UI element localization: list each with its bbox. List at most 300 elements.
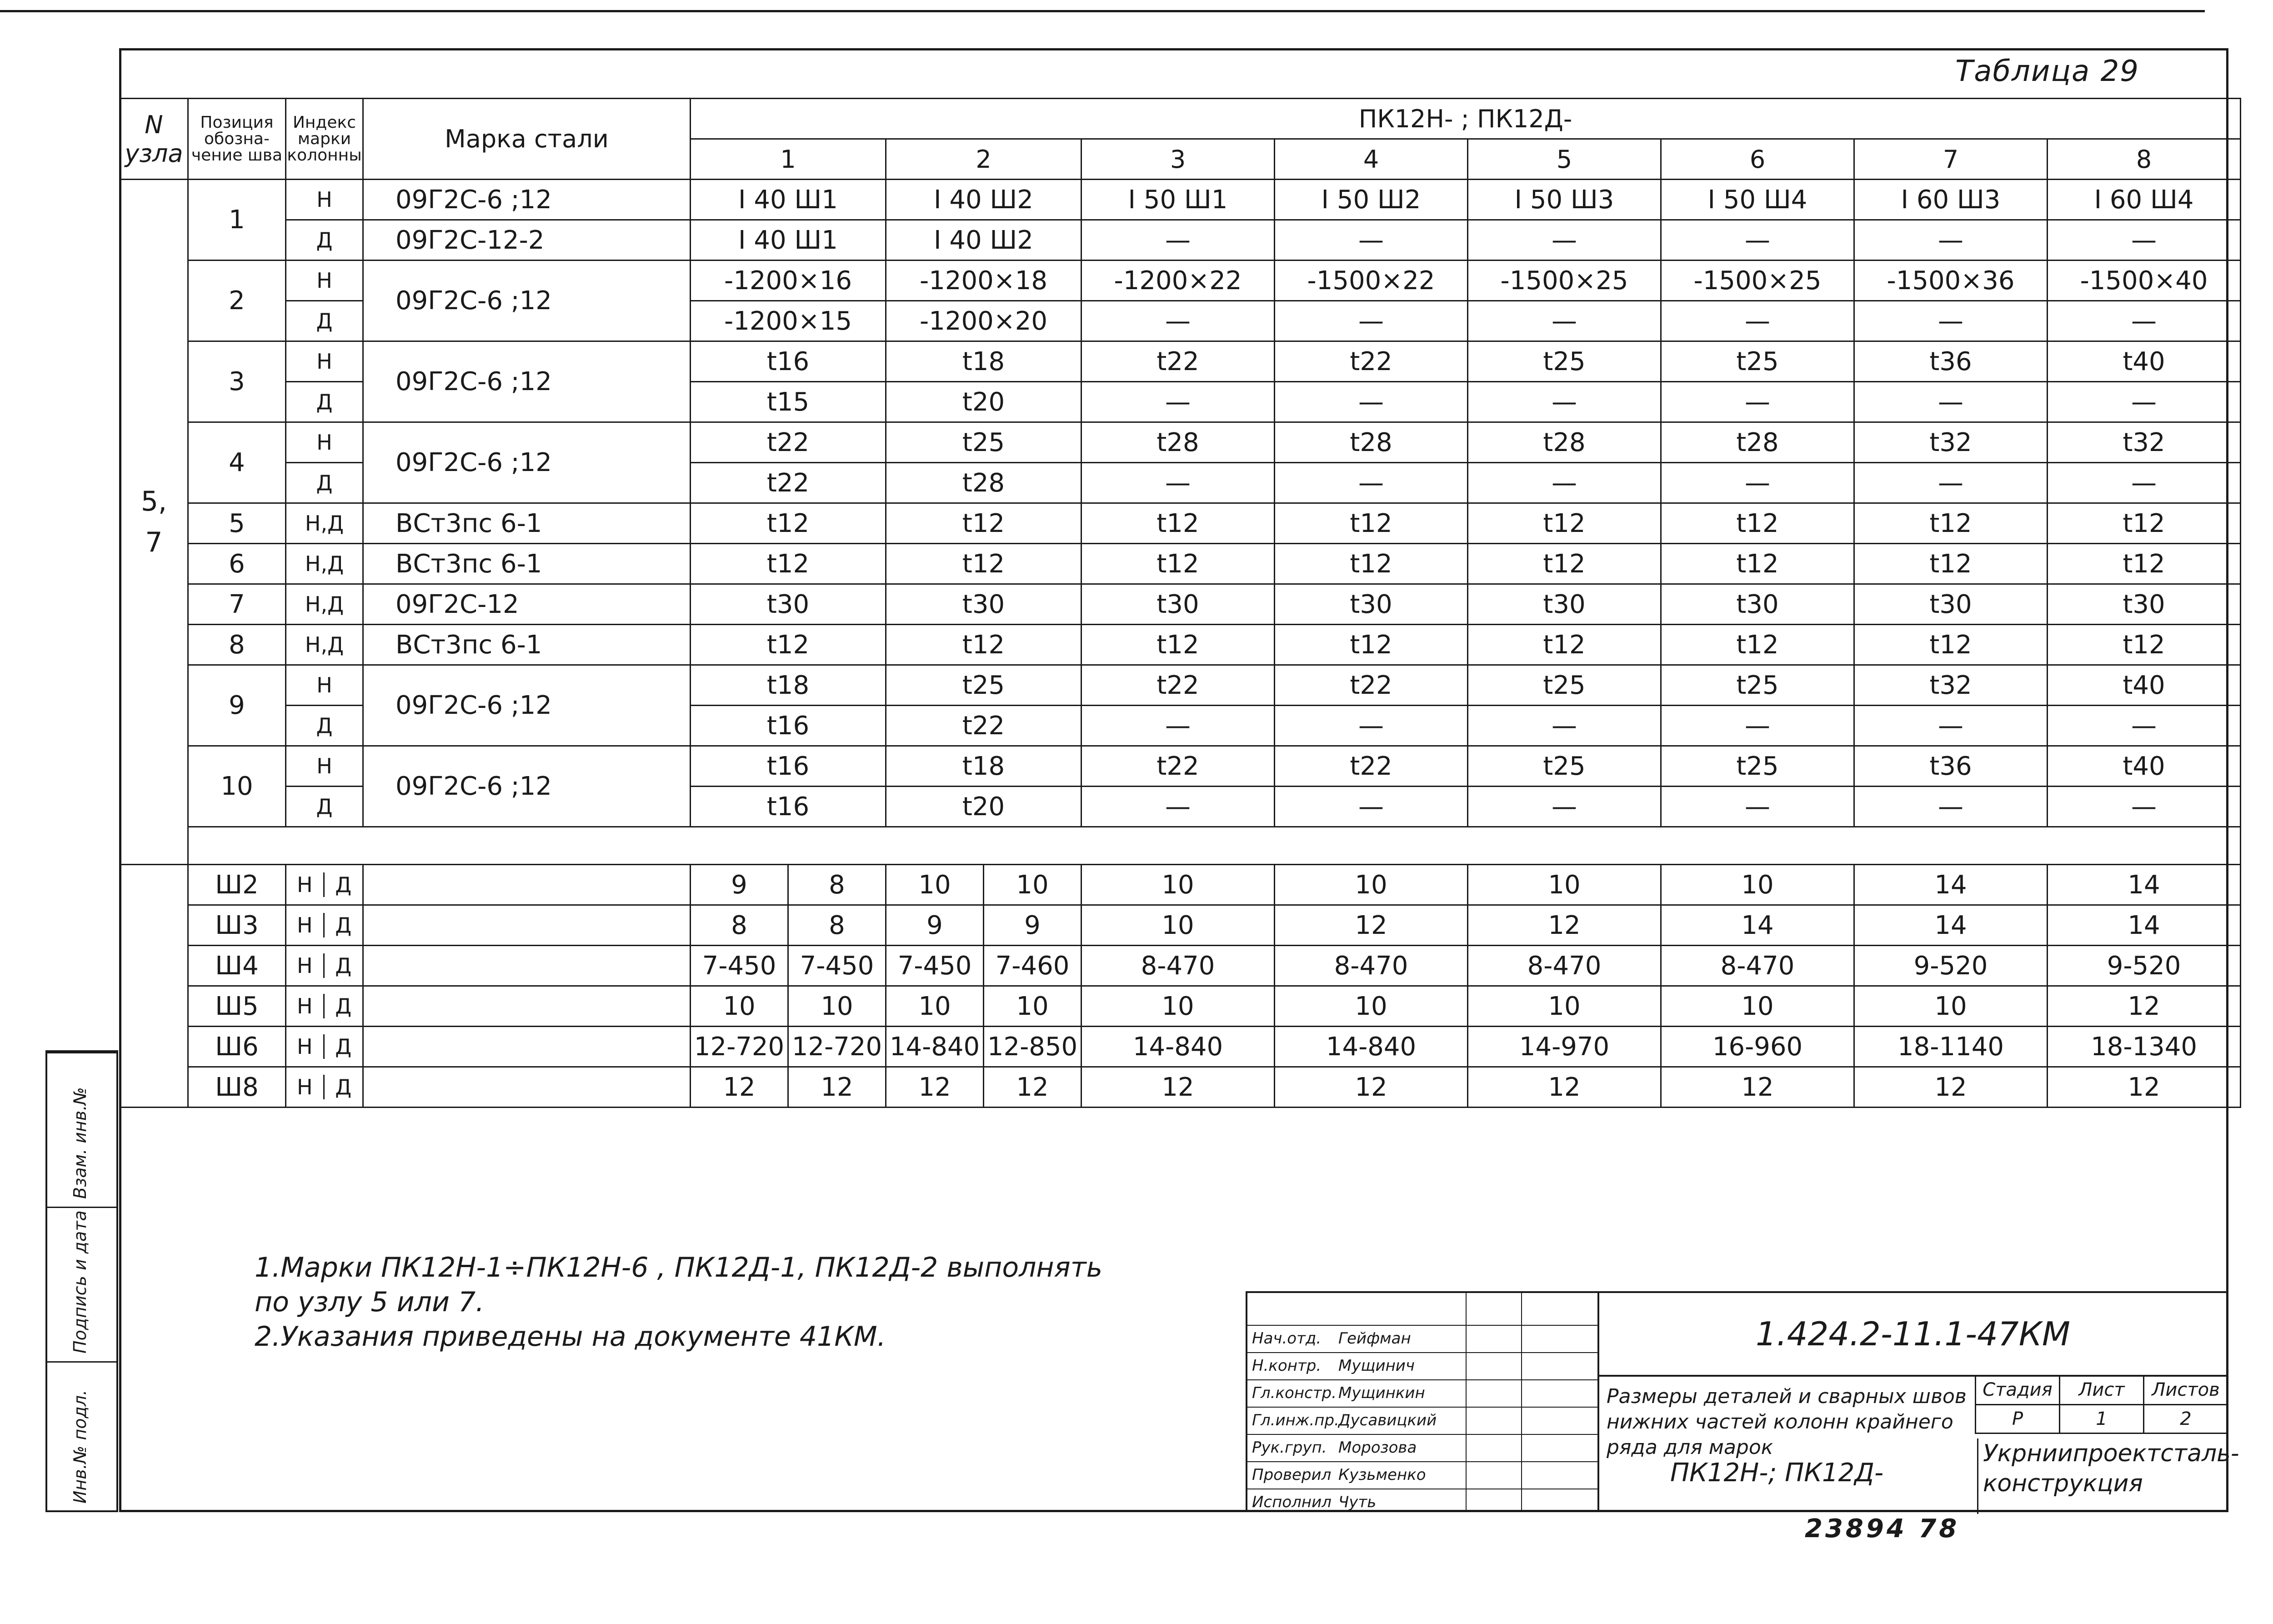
weld-index-d: Д	[335, 872, 352, 897]
weld-value-cell: 12	[886, 1067, 984, 1108]
signature-table	[1247, 1293, 1599, 1510]
value-cell: —	[1854, 301, 2048, 341]
value-cell: t12	[1275, 503, 1468, 544]
value-cell: I 40 Ш1	[691, 220, 886, 261]
index-cell: Д	[286, 382, 363, 422]
value-cell: t12	[886, 625, 1081, 665]
value-cell: t25	[886, 665, 1081, 706]
value-cell: t32	[1854, 422, 2048, 463]
weld-value-cell: 12	[2048, 986, 2241, 1027]
signature-row	[1247, 1352, 1597, 1380]
signature-role: Гл.констр.	[1252, 1384, 1337, 1402]
signature-row	[1247, 1489, 1597, 1517]
weld-index-n: Н	[286, 913, 325, 937]
weld-index-cell	[286, 1067, 363, 1108]
description-marks: ПК12Н-; ПК12Д-	[1670, 1458, 1884, 1488]
value-cell: t12	[1275, 625, 1468, 665]
value-cell: —	[1468, 706, 1661, 746]
signature-name: Гейфман	[1338, 1329, 1411, 1348]
value-cell: t28	[1468, 422, 1661, 463]
weld-row	[120, 986, 2241, 1027]
position-cell: 7	[188, 584, 286, 625]
weld-value-cell: 7-450	[691, 946, 788, 986]
value-cell: t25	[1661, 746, 1854, 787]
weld-value-cell: 10	[788, 986, 886, 1027]
header-node: N узла	[120, 99, 188, 180]
value-cell: —	[1275, 382, 1468, 422]
value-cell: t30	[691, 584, 886, 625]
value-cell: —	[1081, 706, 1275, 746]
value-cell: t12	[1081, 544, 1275, 584]
grade-cell: 09Г2С-6 ;12	[363, 341, 691, 422]
position-cell: 10	[188, 746, 286, 827]
weld-position-cell: Ш2	[188, 865, 286, 905]
value-cell: —	[1661, 220, 1854, 261]
index-cell: Д	[286, 787, 363, 827]
position-cell: 3	[188, 341, 286, 422]
header-row	[120, 99, 2241, 139]
value-cell: —	[1081, 301, 1275, 341]
grade-cell	[363, 986, 691, 1027]
value-cell: t28	[886, 463, 1081, 503]
value-cell: t22	[1081, 665, 1275, 706]
value-cell: t22	[886, 706, 1081, 746]
grade-cell	[363, 946, 691, 986]
notes	[255, 1250, 1102, 1354]
value-cell: t40	[2048, 665, 2241, 706]
value-cell: —	[2048, 301, 2241, 341]
weld-value-cell: 10	[984, 865, 1081, 905]
weld-value-cell: 18-1140	[1854, 1027, 2048, 1067]
weld-value-cell: 10	[984, 986, 1081, 1027]
weld-value-cell: 12	[788, 1067, 886, 1108]
value-cell: t12	[1468, 544, 1661, 584]
weld-position-cell: Ш5	[188, 986, 286, 1027]
value-cell: t28	[1661, 422, 1854, 463]
weld-index-cell	[286, 865, 363, 905]
index-cell: Н	[286, 422, 363, 463]
value-cell: —	[1661, 463, 1854, 503]
position-cell: 2	[188, 261, 286, 341]
value-cell: I 50 Ш1	[1081, 180, 1275, 220]
side-stamp-cell	[47, 1207, 116, 1363]
grade-cell: 09Г2С-6 ;12	[363, 180, 691, 220]
index-cell: Д	[286, 220, 363, 261]
weld-value-cell: 14	[2048, 865, 2241, 905]
weld-value-cell: 10	[1854, 986, 2048, 1027]
header-column: 3	[1081, 139, 1275, 180]
table-row	[120, 665, 2241, 706]
index-cell: Д	[286, 301, 363, 341]
value-cell: t22	[691, 422, 886, 463]
weld-value-cell: 7-460	[984, 946, 1081, 986]
value-cell: —	[1081, 382, 1275, 422]
header-series: ПК12Н- ; ПК12Д-	[691, 99, 2241, 139]
weld-value-cell: 10	[1081, 865, 1275, 905]
value-cell: -1200×22	[1081, 261, 1275, 301]
value-cell: —	[1854, 787, 2048, 827]
value-cell: —	[2048, 787, 2241, 827]
index-cell: Н	[286, 746, 363, 787]
value-cell: t12	[1854, 625, 2048, 665]
weld-index-d: Д	[335, 1034, 352, 1059]
header-column: 4	[1275, 139, 1468, 180]
position-cell: 5	[188, 503, 286, 544]
value-cell: —	[1275, 301, 1468, 341]
table-row	[120, 625, 2241, 665]
value-cell: -1200×15	[691, 301, 886, 341]
value-cell: —	[1661, 706, 1854, 746]
signature-name: Мущинич	[1338, 1357, 1415, 1375]
index-cell: Н	[286, 261, 363, 301]
node-label: 5, 7	[120, 180, 188, 865]
header-column: 2	[886, 139, 1081, 180]
header-column: 7	[1854, 139, 2048, 180]
weld-position-cell: Ш8	[188, 1067, 286, 1108]
weld-index-cell	[286, 946, 363, 986]
value-cell: t32	[2048, 422, 2241, 463]
description-line: ряда для марок	[1607, 1436, 1773, 1459]
weld-value-cell: 14-840	[1275, 1027, 1468, 1067]
weld-value-cell: 14	[1854, 905, 2048, 946]
value-cell: t12	[2048, 625, 2241, 665]
value-cell: —	[1468, 463, 1661, 503]
header-column: 5	[1468, 139, 1661, 180]
value-cell: t36	[1854, 746, 2048, 787]
side-stamp-label: Подпись и дата	[70, 1210, 90, 1353]
value-cell: t30	[2048, 584, 2241, 625]
note-line: по узлу 5 или 7.	[255, 1286, 485, 1318]
weld-value-cell: 12-850	[984, 1027, 1081, 1067]
value-cell: t30	[1275, 584, 1468, 625]
header-column: 6	[1661, 139, 1854, 180]
weld-value-cell: 8	[788, 865, 886, 905]
weld-value-cell: 10	[1081, 905, 1275, 946]
signature-row	[1247, 1461, 1597, 1489]
table-row	[120, 261, 2241, 301]
value-cell: -1500×22	[1275, 261, 1468, 301]
weld-value-cell: 14-970	[1468, 1027, 1661, 1067]
table-row	[120, 503, 2241, 544]
value-cell: -1500×25	[1468, 261, 1661, 301]
weld-index-cell	[286, 905, 363, 946]
value-cell: t22	[1275, 341, 1468, 382]
weld-value-cell: 12	[691, 1067, 788, 1108]
value-cell: I 50 Ш4	[1661, 180, 1854, 220]
weld-value-cell: 8	[788, 905, 886, 946]
signature-role: Исполнил	[1252, 1493, 1332, 1511]
table-row	[120, 341, 2241, 382]
weld-value-cell: 12	[1468, 1067, 1661, 1108]
signature-name: Кузьменко	[1338, 1466, 1426, 1484]
value-cell: t36	[1854, 341, 2048, 382]
value-cell: t12	[2048, 503, 2241, 544]
side-stamp	[45, 1050, 118, 1512]
value-cell: —	[1468, 382, 1661, 422]
value-cell: I 60 Ш3	[1854, 180, 2048, 220]
index-cell: Н,Д	[286, 584, 363, 625]
side-stamp-label: Инв.№ подл.	[70, 1389, 90, 1504]
value-cell: t12	[1275, 544, 1468, 584]
weld-value-cell: 10	[1661, 865, 1854, 905]
grade-cell: 09Г2С-12-2	[363, 220, 691, 261]
grade-cell: ВСт3пс 6-1	[363, 503, 691, 544]
value-cell: t12	[886, 544, 1081, 584]
value-cell: I 40 Ш1	[691, 180, 886, 220]
value-cell: t30	[1854, 584, 2048, 625]
signature-role: Проверил	[1252, 1466, 1332, 1484]
weld-value-cell: 10	[1275, 986, 1468, 1027]
weld-index-n: Н	[286, 872, 325, 897]
signature-role: Н.контр.	[1252, 1357, 1322, 1375]
weld-position-cell: Ш3	[188, 905, 286, 946]
index-cell: Н	[286, 341, 363, 382]
weld-index-d: Д	[335, 913, 352, 937]
grade-cell: ВСт3пс 6-1	[363, 544, 691, 584]
weld-index-n: Н	[286, 953, 325, 978]
value-cell: t12	[886, 503, 1081, 544]
weld-index-cell	[286, 1027, 363, 1067]
value-cell: t18	[886, 341, 1081, 382]
grade-cell: 09Г2С-6 ;12	[363, 665, 691, 746]
value-cell: t18	[691, 665, 886, 706]
sheet-value: 1	[2060, 1404, 2144, 1434]
grade-cell: 09Г2С-12	[363, 584, 691, 625]
weld-value-cell: 9	[886, 905, 984, 946]
grade-cell	[363, 905, 691, 946]
value-cell: t25	[1468, 746, 1661, 787]
document-code: 1.424.2-11.1-47КМ	[1597, 1293, 2228, 1377]
signature-row	[1247, 1407, 1597, 1435]
header-column: 1	[691, 139, 886, 180]
value-cell: —	[1661, 301, 1854, 341]
signature-row	[1247, 1379, 1597, 1408]
value-cell: t30	[1661, 584, 1854, 625]
footer-number: 23894 78	[1805, 1514, 1960, 1544]
weld-value-cell: 9-520	[1854, 946, 2048, 986]
position-cell: 1	[188, 180, 286, 261]
signature-row	[1247, 1325, 1597, 1353]
value-cell: -1200×20	[886, 301, 1081, 341]
weld-value-cell: 12	[1275, 905, 1468, 946]
value-cell: t12	[691, 503, 886, 544]
weld-value-cell: 12-720	[691, 1027, 788, 1067]
value-cell: t25	[1661, 665, 1854, 706]
weld-value-cell: 10	[1081, 986, 1275, 1027]
value-cell: —	[1275, 220, 1468, 261]
value-cell: t22	[1081, 746, 1275, 787]
value-cell: t16	[691, 706, 886, 746]
index-cell: Н,Д	[286, 503, 363, 544]
value-cell: I 50 Ш3	[1468, 180, 1661, 220]
weld-index-d: Д	[335, 994, 352, 1018]
value-cell: t12	[1468, 625, 1661, 665]
weld-value-cell: 12	[1275, 1067, 1468, 1108]
description-line: Размеры деталей и сварных швов	[1607, 1385, 1967, 1408]
value-cell: -1500×36	[1854, 261, 2048, 301]
value-cell: t25	[1468, 341, 1661, 382]
weld-value-cell: 16-960	[1661, 1027, 1854, 1067]
blank-cell	[120, 865, 188, 1108]
grade-cell: ВСт3пс 6-1	[363, 625, 691, 665]
value-cell: I 40 Ш2	[886, 220, 1081, 261]
table-caption: Таблица 29	[1955, 55, 2139, 88]
value-cell: —	[1275, 463, 1468, 503]
weld-value-cell: 12	[1854, 1067, 2048, 1108]
weld-value-cell: 7-450	[788, 946, 886, 986]
value-cell: I 50 Ш2	[1275, 180, 1468, 220]
value-cell: t25	[886, 422, 1081, 463]
stage-value: Р	[1976, 1404, 2060, 1434]
value-cell: t12	[2048, 544, 2241, 584]
value-cell: t30	[886, 584, 1081, 625]
weld-position-cell: Ш4	[188, 946, 286, 986]
weld-row	[120, 1027, 2241, 1067]
grade-cell: 09Г2С-6 ;12	[363, 746, 691, 827]
value-cell: —	[1854, 463, 2048, 503]
weld-value-cell: 10	[1661, 986, 1854, 1027]
value-cell: —	[1468, 787, 1661, 827]
value-cell: t30	[1468, 584, 1661, 625]
index-cell: Н,Д	[286, 625, 363, 665]
signature-name: Чуть	[1338, 1493, 1377, 1511]
weld-value-cell: 9-520	[2048, 946, 2241, 986]
value-cell: —	[1468, 220, 1661, 261]
value-cell: t32	[1854, 665, 2048, 706]
signature-row	[1247, 1434, 1597, 1462]
value-cell: t20	[886, 382, 1081, 422]
header-position: Позиция обозна-чение шва	[188, 99, 286, 180]
signature-role: Гл.инж.пр.	[1252, 1411, 1339, 1429]
value-cell: t22	[1275, 665, 1468, 706]
weld-value-cell: 8	[691, 905, 788, 946]
value-cell: t12	[1661, 544, 1854, 584]
value-cell: t28	[1275, 422, 1468, 463]
table-row	[120, 746, 2241, 787]
weld-value-cell: 18-1340	[2048, 1027, 2241, 1067]
value-cell: -1500×25	[1661, 261, 1854, 301]
value-cell: t16	[691, 746, 886, 787]
value-cell: —	[2048, 220, 2241, 261]
value-cell: t40	[2048, 746, 2241, 787]
weld-value-cell: 12	[1468, 905, 1661, 946]
blank-cell	[188, 827, 2241, 865]
weld-value-cell: 10	[1468, 986, 1661, 1027]
weld-value-cell: 8-470	[1081, 946, 1275, 986]
sheet-top-border	[0, 10, 2205, 12]
grade-cell	[363, 1067, 691, 1108]
document-description	[1607, 1384, 1970, 1486]
value-cell: t12	[1468, 503, 1661, 544]
index-cell: Н	[286, 665, 363, 706]
side-stamp-label: Взам. инв.№	[70, 1087, 90, 1199]
index-cell: Д	[286, 463, 363, 503]
value-cell: t25	[1661, 341, 1854, 382]
signature-name: Морозова	[1338, 1439, 1417, 1457]
header-column: 8	[2048, 139, 2241, 180]
sheet-label: Лист	[2060, 1376, 2144, 1405]
weld-row	[120, 1067, 2241, 1108]
sheets-value: 2	[2144, 1404, 2228, 1434]
data-table	[119, 98, 2241, 1108]
blank-row	[120, 827, 2241, 865]
weld-value-cell: 12	[1661, 1067, 1854, 1108]
value-cell: t20	[886, 787, 1081, 827]
title-block	[1246, 1291, 2239, 1512]
table-row	[120, 180, 2241, 220]
weld-value-cell: 10	[1468, 865, 1661, 905]
value-cell: t25	[1468, 665, 1661, 706]
weld-value-cell: 7-450	[886, 946, 984, 986]
value-cell: —	[2048, 382, 2241, 422]
weld-row	[120, 905, 2241, 946]
value-cell: —	[1661, 787, 1854, 827]
value-cell: t22	[691, 463, 886, 503]
weld-value-cell: 9	[984, 905, 1081, 946]
weld-value-cell: 10	[691, 986, 788, 1027]
weld-index-d: Д	[335, 1075, 352, 1099]
value-cell: —	[1661, 382, 1854, 422]
weld-value-cell: 8-470	[1468, 946, 1661, 986]
index-cell: Н,Д	[286, 544, 363, 584]
value-cell: —	[1081, 220, 1275, 261]
value-cell: t16	[691, 341, 886, 382]
position-cell: 8	[188, 625, 286, 665]
weld-value-cell: 12-720	[788, 1027, 886, 1067]
weld-value-cell: 10	[1275, 865, 1468, 905]
header-steel-grade: Марка стали	[363, 99, 691, 180]
table-row	[120, 544, 2241, 584]
value-cell: t16	[691, 787, 886, 827]
grade-cell	[363, 865, 691, 905]
organization: Укрниипроектсталь-конструкция	[1977, 1439, 2227, 1514]
value-cell: t40	[2048, 341, 2241, 382]
weld-index-n: Н	[286, 1034, 325, 1059]
note-line: 2.Указания приведены на документе 41КМ.	[255, 1321, 886, 1353]
value-cell: —	[1854, 382, 2048, 422]
side-stamp-cell	[47, 1052, 116, 1208]
value-cell: t28	[1081, 422, 1275, 463]
weld-row	[120, 865, 2241, 905]
weld-index-d: Д	[335, 953, 352, 978]
value-cell: t22	[1275, 746, 1468, 787]
value-cell: t12	[1081, 625, 1275, 665]
header-index: Индекс марки колонны	[286, 99, 363, 180]
value-cell: t12	[1854, 544, 2048, 584]
value-cell: t18	[886, 746, 1081, 787]
weld-value-cell: 14	[1661, 905, 1854, 946]
stage-label: Стадия	[1976, 1376, 2060, 1405]
position-cell: 9	[188, 665, 286, 746]
weld-value-cell: 12	[1081, 1067, 1275, 1108]
weld-value-cell: 12	[984, 1067, 1081, 1108]
value-cell: —	[1854, 220, 2048, 261]
value-cell: t12	[1854, 503, 2048, 544]
weld-value-cell: 14-840	[1081, 1027, 1275, 1067]
value-cell: -1500×40	[2048, 261, 2241, 301]
signature-name: Мущинкин	[1338, 1384, 1425, 1402]
value-cell: t12	[691, 625, 886, 665]
value-cell: t12	[691, 544, 886, 584]
value-cell: I 60 Ш4	[2048, 180, 2241, 220]
weld-index-n: Н	[286, 994, 325, 1018]
weld-value-cell: 8-470	[1661, 946, 1854, 986]
weld-index-n: Н	[286, 1075, 325, 1099]
weld-row	[120, 946, 2241, 986]
value-cell: t12	[1081, 503, 1275, 544]
index-cell: Н	[286, 180, 363, 220]
weld-value-cell: 9	[691, 865, 788, 905]
